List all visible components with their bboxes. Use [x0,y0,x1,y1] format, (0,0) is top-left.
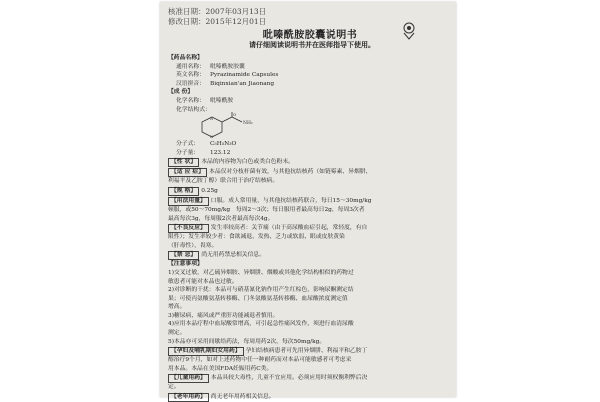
dosage-section [168,197,448,206]
ingredient-header: 【成 份】 [168,89,194,96]
adverse-line-2: 限性）；发生率较少者：食欲减退、发热、乏力或软弱、眼或皮肤黄染 [168,234,345,241]
formula-value: C₅H₅N₃O [210,141,237,148]
svg-text:N: N [210,116,214,122]
document-body [168,54,448,402]
chemical-structure [168,114,448,140]
character-text: 本品的内容物为白色或类白色粉末。 [201,159,294,166]
chem-name-row [168,97,448,106]
instruction-sheet [160,2,456,401]
contra-text: 尚无用药禁忌相关信息。 [201,252,265,259]
generic-name-row [168,63,448,72]
drug-name-header: 【药品名称】 [168,55,203,61]
character-section [168,158,448,167]
chem-name-label: 化学名称： [176,97,205,104]
english-name-label: 英文名称： [176,72,205,79]
struct-label: 化学结构式： [176,106,211,113]
pregnancy-line-2: 醇治疗9个月，如对上述药物中任一种耐药而对本品可能敏感者可考虑采 [168,357,352,364]
approval-date: 核准日期：2007年03月13日 [168,7,267,16]
english-name-row [168,71,448,80]
spec-text: 0.25g [201,187,218,194]
notice-1a: 1)交叉过敏，对乙硫异烟胺、异烟肼、烟酸或其他化学结构相似的药物过 [168,269,354,276]
mw-value: 123.12 [210,149,231,156]
notice-2b: 果；可使丙氨酸氨基转移酶、门冬氨酸氨基转移酶、血尿酸浓度测定值 [168,295,348,302]
adverse-line-1: 发生率较高者：关节痛（由于高尿酸血症引起，常轻度，有自 [210,225,368,232]
svg-text:NH₂: NH₂ [243,121,253,127]
document-title: 吡嗪酰胺胶囊说明书 [262,30,358,41]
indication-line-2: 利福平及乙胺丁醇）联合用于治疗结核病。 [168,178,279,185]
dosage-line-2: 顿服，或50～70mg/kg 每周2～3次；每日服用者最高每日2g，每周3次者 [168,206,365,213]
child-text: 本品具较大毒性，儿童不宜应用。必须应用时须权衡利弊后决 [210,375,368,382]
notice-5: 5)本品亦可采用间歇给药法，每周用药2次，每次50mg/kg。 [168,338,326,345]
notice-2c: 增高。 [168,304,186,311]
pinyin-row [168,80,448,89]
mw-row [168,149,448,158]
dosage-line-3: 最高每次3g，每周服2次者最高每次4g。 [168,215,274,222]
svg-text:N: N [210,134,214,140]
elder-text: 尚无老年用药相关信息。 [210,394,275,401]
adverse-section [168,224,448,233]
formula-row [168,140,448,149]
revision-date: 修改日期：2015年12月01日 [168,17,267,26]
adverse-line-3: （肝毒性），畏寒。 [168,242,218,249]
spec-tag: 【规 格】 [168,187,199,196]
generic-name-value: 吡嗪酰胺胶囊 [210,63,245,70]
struct-row [168,106,448,118]
mw-label: 分子量： [176,149,200,156]
dosage-line-1: 口服。成人常用量，与其他抗结核药联合，每日15～30mg/kg [210,197,372,204]
adverse-tag: 【不良反应】 [168,224,209,233]
contra-tag: 【禁 忌】 [168,251,199,260]
notice-3: 3)糖尿病、痛风或严重肝功能减退者慎用。 [168,312,279,319]
pinyin-label: 汉语拼音： [176,80,205,87]
pregnancy-line-3: 用本品。本品在美国FDA妊娠用药C类。 [168,365,273,372]
chem-name-value: 吡嗪酰胺 [210,97,234,104]
svg-text:O: O [233,112,237,118]
dosage-tag: 【用法用量】 [168,197,209,206]
pregnancy-section [168,347,448,356]
character-tag: 【性 状】 [168,158,199,167]
notice-2a: 2)对诊断的干扰：本品可与硝基氰化钠作用产生红棕色，影响尿酮测定结 [168,287,354,294]
document-subtitle: 请仔细阅读说明书并在医师指导下使用。 [249,40,375,49]
elder-tag: 【老年用药】 [168,393,209,402]
pyrazinamide-structure-icon [198,114,268,140]
spec-section [168,187,448,196]
pinyin-value: Biqinxian'an Jiaonang [210,80,275,87]
notice-1b: 敏患者可能对本品也过敏。 [168,278,238,285]
child-text-2: 定。 [168,384,180,391]
indication-section [168,168,448,177]
manufacturer-logo-icon [401,22,417,40]
notice-header: 【注意事项】 [168,261,203,268]
indication-line-1: 本品仅对分枝杆菌有效，与其他抗结核药（如链霉素、异烟肼、 [209,169,372,176]
contra-section [168,251,448,260]
notice-4b: 测定。 [168,330,186,337]
notice-4a: 4)应用本品疗程中血尿酸常增高，可引起急性痛风发作，须进行血清尿酸 [168,321,354,328]
child-section [168,374,448,383]
pregnancy-line-1: 孕妇结核病患者可先用异烟肼、利福平和乙胺丁 [245,348,368,355]
indication-tag: 【适 应 症】 [168,168,207,177]
english-name-value: Pyrazinamide Capsules [210,72,279,79]
elder-section [168,393,448,402]
pregnancy-tag: 【孕妇及哺乳期妇女用药】 [168,347,244,356]
child-tag: 【儿童用药】 [168,374,209,383]
generic-name-label: 通用名称： [176,63,205,70]
formula-label: 分子式： [176,141,200,148]
